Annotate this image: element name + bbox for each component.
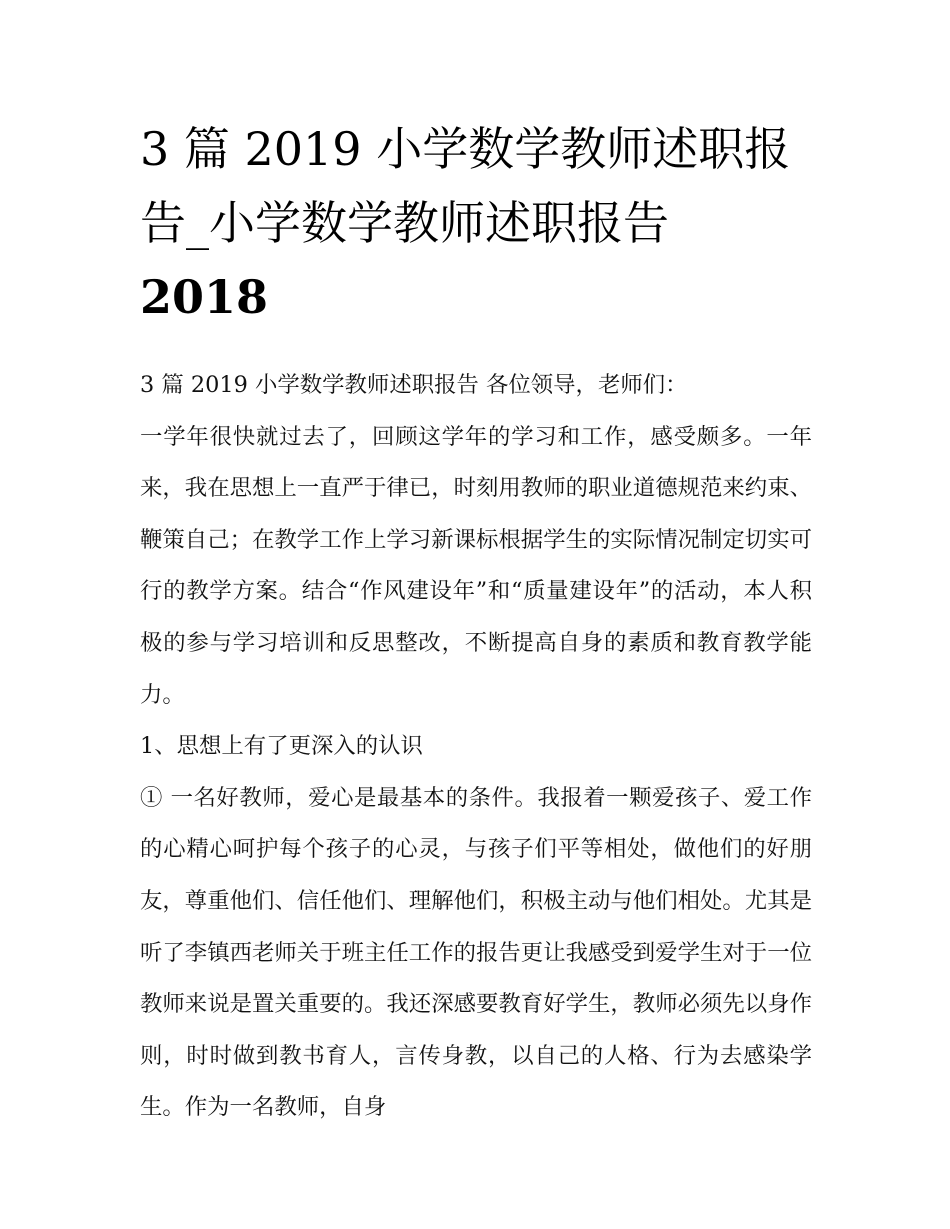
document-title (140, 112, 812, 334)
document-body (140, 360, 812, 1134)
title-line-3: 2018 (140, 270, 269, 324)
title-line-1: 3 篇 2019 小学数学教师述职报 (140, 122, 791, 176)
section-heading-1: 1、思想上有了更深入的认识 (140, 733, 423, 760)
title-line-2: 告_小学数学教师述职报告 (140, 196, 669, 250)
paragraph-greeting: 3 篇 2019 小学数学教师述职报告 各位领导，老师们： (140, 372, 688, 398)
paragraph-point-1: ① 一名好教师，爱心是最基本的条件。我报着一颗爱孩子、爱工作的心精心呵护每个孩子的心灵，与孩子们平等相处，做他们的好朋友，尊重他们、信任他们、理解他们，积极主动与他们相处。尤其是听了李镇西老师关于班主任工作的报告更让我感受到爱学生对于一位教师来说是置关重要的。我还深感要教育好学生，教师必须先以身作则，时时做到教书育人，言传身教，以自己的人格、行为去感染学生。作为一名教师，自身 (140, 784, 812, 1121)
paragraph-intro: 一学年很快就过去了，回顾这学年的学习和工作，感受颇多。一年来，我在思想上一直严于律已，时刻用教师的职业道德规范来约束、鞭策自己；在教学工作上学习新课标根据学生的实际情况制定切实可行的教学方案。结合“作风建设年”和“质量建设年”的活动，本人积极的参与学习培训和反思整改，不断提高自身的素质和教育教学能力。 (140, 423, 812, 708)
document-content (140, 112, 812, 1134)
